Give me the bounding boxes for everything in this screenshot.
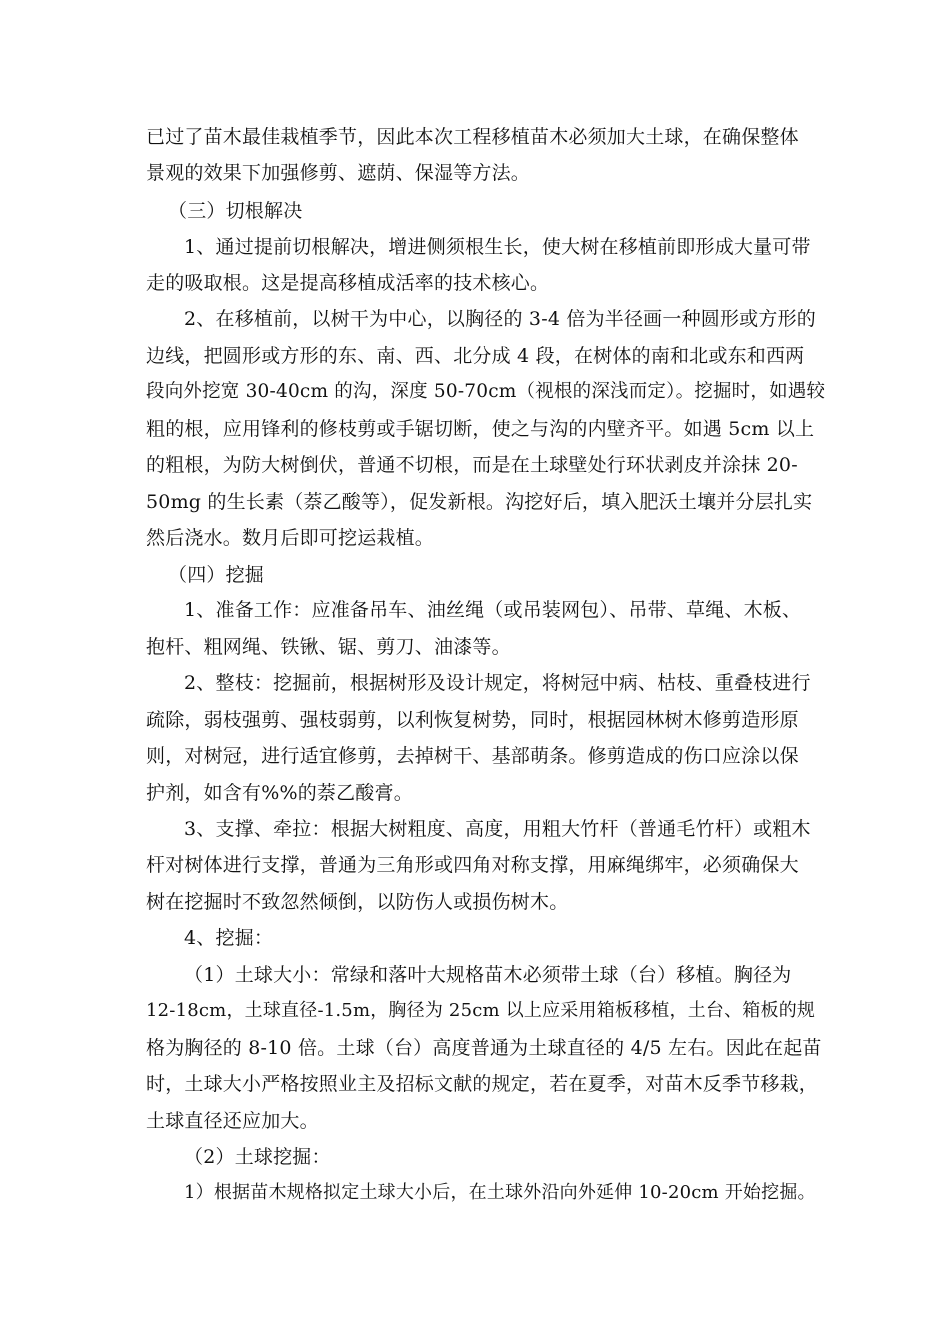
text-line: 时，土球大小严格按照业主及招标文献的规定，若在夏季，对苗木反季节移栽， <box>146 1073 819 1095</box>
text-line: 3、支撑、牵拉：根据大树粗度、高度，用粗大竹杆（普通毛竹杆）或粗木 <box>184 818 811 840</box>
text-line: 边线，把圆形或方形的东、南、西、北分成 4 段，在树体的南和北或东和西两 <box>146 345 805 367</box>
section-heading: （三）切根解决 <box>168 200 303 222</box>
text-line: 疏除，弱枝强剪、强枝弱剪，以利恢复树势，同时，根据园林树木修剪造形原 <box>146 709 799 731</box>
text-line: 的粗根，为防大树倒伏，普通不切根，而是在土球壁处行环状剥皮并涂抹 20- <box>146 454 798 476</box>
text-line: 则，对树冠，进行适宜修剪，去掉树干、基部萌条。修剪造成的伤口应涂以保 <box>146 745 799 767</box>
text-line: 护剂，如含有%%的萘乙酸膏。 <box>146 782 413 804</box>
text-line: 段向外挖宽 30-40cm 的沟，深度 50-70cm（视根的深浅而定）。挖掘时，如遇较 <box>146 381 826 402</box>
text-line: 12-18cm，土球直径-1.5m，胸径为 25cm 以上应采用箱板移植，土台、箱板的规 <box>146 1000 816 1021</box>
text-line: 1、通过提前切根解决，增进侧须根生长，使大树在移植前即形成大量可带 <box>184 236 811 258</box>
text-line: 已过了苗木最佳栽植季节，因此本次工程移植苗木必须加大土球，在确保整体 <box>146 126 799 148</box>
text-line: （2）土球挖掘： <box>184 1146 331 1168</box>
text-line: 土球直径还应加大。 <box>146 1110 319 1132</box>
text-line: 4、挖掘： <box>184 927 274 949</box>
text-line: 然后浇水。数月后即可挖运栽植。 <box>146 527 435 549</box>
section-heading: （四）挖掘 <box>168 564 265 586</box>
text-line: 粗的根，应用锋利的修枝剪或手锯切断，使之与沟的内壁齐平。如遇 5cm 以上 <box>146 418 815 440</box>
text-line: 2、整枝：挖掘前，根据树形及设计规定，将树冠中病、枯枝、重叠枝进行 <box>184 672 811 694</box>
text-line: 走的吸取根。这是提高移植成活率的技术核心。 <box>146 272 550 294</box>
text-line: 格为胸径的 8-10 倍。土球（台）高度普通为土球直径的 4/5 左右。因此在起苗 <box>146 1037 822 1059</box>
text-line: 1）根据苗木规格拟定土球大小后，在土球外沿向外延伸 10-20cm 开始挖掘。 <box>184 1182 816 1203</box>
text-line: 杆对树体进行支撑，普通为三角形或四角对称支撑，用麻绳绑牢，必须确保大 <box>146 854 799 876</box>
text-line: 抱杆、粗网绳、铁锹、锯、剪刀、油漆等。 <box>146 636 511 658</box>
text-line: 2、在移植前，以树干为中心，以胸径的 3-4 倍为半径画一种圆形或方形的 <box>184 308 816 330</box>
text-line: 景观的效果下加强修剪、遮荫、保湿等方法。 <box>146 162 531 184</box>
text-line: 树在挖掘时不致忽然倾倒，以防伤人或损伤树木。 <box>146 891 569 913</box>
text-line: 1、准备工作：应准备吊车、油丝绳（或吊装网包）、吊带、草绳、木板、 <box>184 599 802 621</box>
text-line: （1）土球大小：常绿和落叶大规格苗木必须带土球（台）移植。胸径为 <box>184 964 792 986</box>
text-line: 50mg 的生长素（萘乙酸等），促发新根。沟挖好后，填入肥沃土壤并分层扎实 <box>146 491 813 513</box>
